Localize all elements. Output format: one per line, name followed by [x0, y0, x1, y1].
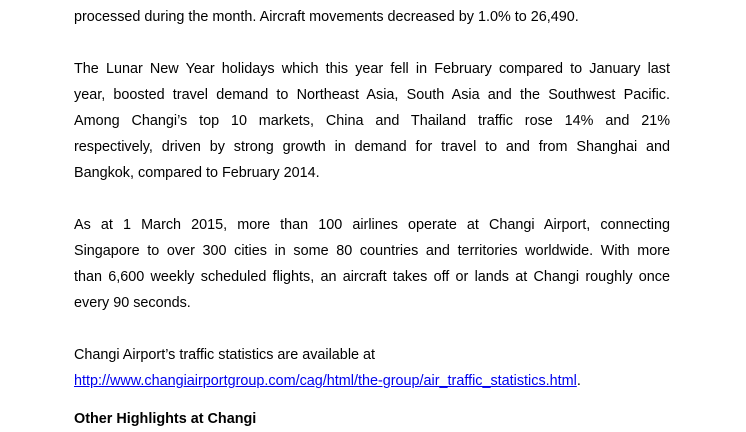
text-line: Singapore to over 300 cities in some 80 countries and territories worldwide. With more	[74, 243, 670, 259]
text-line: The Lunar New Year holidays which this year fell in February compared to January last	[74, 61, 670, 77]
text-line: processed during the month. Aircraft movements decreased by 1.0% to 26,490.	[74, 9, 579, 25]
text-line: respectively, driven by strong growth in demand for travel to and from Shanghai and	[74, 139, 670, 155]
text-line: Among Changi’s top 10 markets, China and Thailand traffic rose 14% and 21%	[74, 113, 670, 129]
traffic-statistics-link[interactable]: http://www.changiairportgroup.com/cag/html/the-group/air_traffic_statistics.html	[74, 373, 577, 389]
link-suffix: .	[576, 373, 581, 389]
document-body	[74, 4, 670, 394]
paragraph-traffic-statistics	[74, 342, 670, 394]
text-line: As at 1 March 2015, more than 100 airlines operate at Changi Airport, connecting	[74, 217, 670, 233]
paragraph-lunar-new-year	[74, 56, 670, 186]
text-line: Changi Airport’s traffic statistics are available at	[74, 347, 376, 363]
section-heading-other-highlights: Other Highlights at Changi	[74, 411, 257, 427]
paragraph-aircraft-movements	[74, 4, 670, 30]
text-line	[74, 368, 670, 394]
text-line: year, boosted travel demand to Northeast Asia, South Asia and the Southwest Pacific.	[74, 87, 670, 103]
paragraph-airlines-connectivity	[74, 212, 670, 316]
text-line: every 90 seconds.	[74, 295, 191, 311]
text-line: than 6,600 weekly scheduled flights, an aircraft takes off or lands at Changi roughly once	[74, 269, 670, 285]
text-line: Bangkok, compared to February 2014.	[74, 165, 320, 181]
